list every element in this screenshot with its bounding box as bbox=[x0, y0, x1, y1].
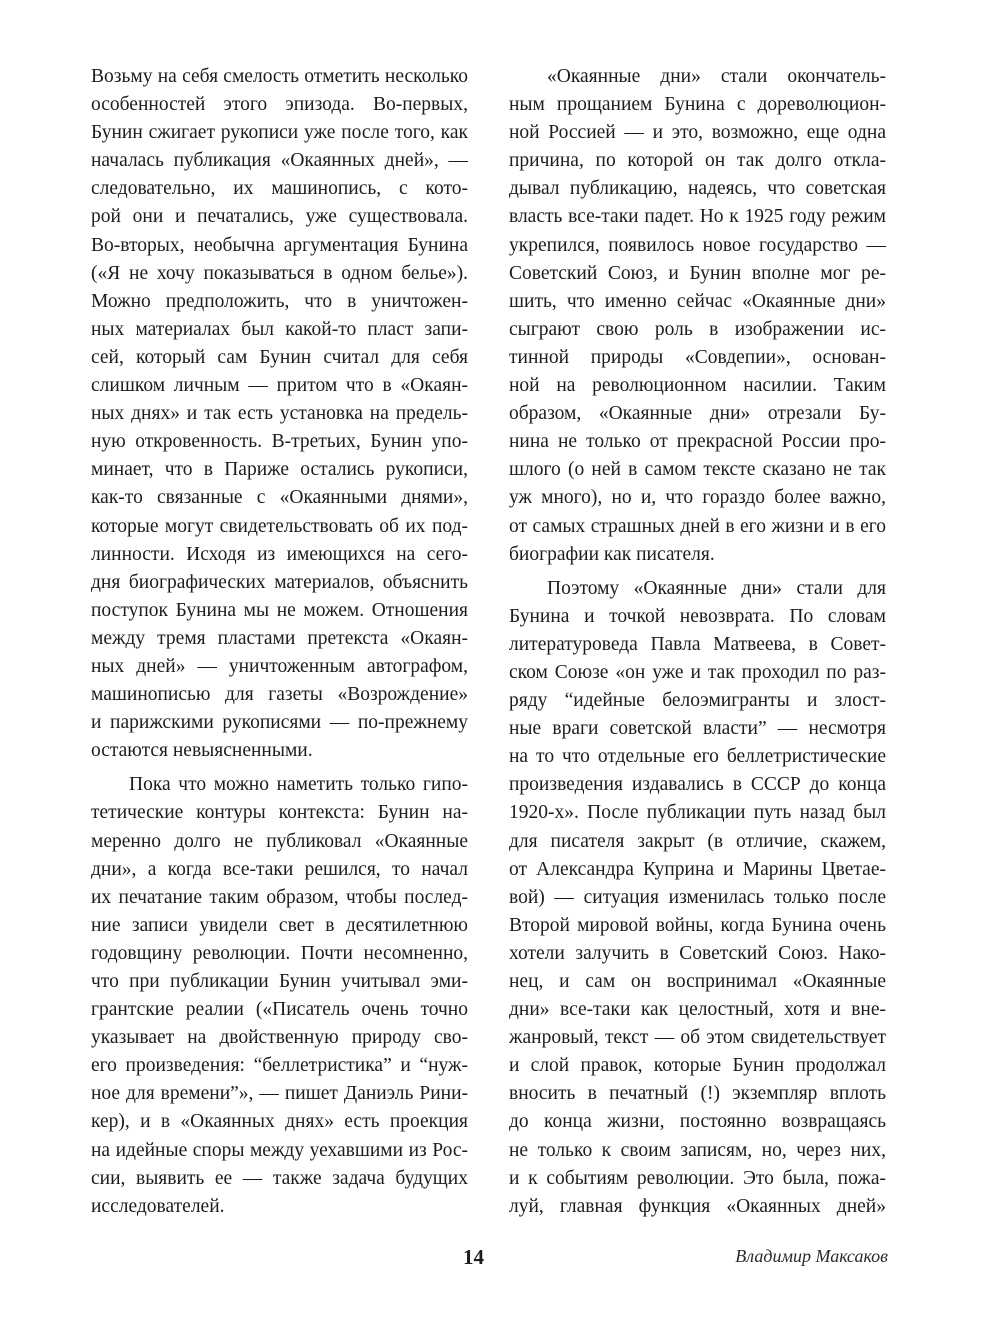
text-line: Пока что можно наметить только гипо- bbox=[129, 774, 468, 796]
text-line: Бунина и точкой невозврата. По словам bbox=[509, 605, 886, 627]
text-line: машинописью для газеты «Возрождение» bbox=[91, 684, 468, 706]
text-line: шлого (о ней в самом тексте сказано не так bbox=[509, 459, 886, 481]
text-line: хотели залучить в Советский Союз. Нако- bbox=[509, 942, 886, 964]
text-line: началась публикация «Окаянных дней», — bbox=[91, 150, 468, 172]
text-line: тетические контуры контекста: Бунин на- bbox=[91, 802, 468, 824]
text-line: жанровый, текст — об этом свидетельствует bbox=[509, 1027, 886, 1049]
text-line: от самых страшных дней в его жизни и в его bbox=[509, 515, 886, 537]
text-line: образом, «Окаянные дни» отрезали Бу- bbox=[509, 403, 886, 425]
text-line: и к событиям революции. Это была, пожа- bbox=[509, 1167, 886, 1189]
text-line: биографии как писателя. bbox=[509, 543, 715, 565]
text-line: Советский Союз, и Бунин вполне мог ре- bbox=[509, 262, 886, 284]
text-line: до конца жизни, постоянно возвращаясь bbox=[509, 1111, 886, 1133]
text-line: Бунин сжигает рукописи уже после того, как bbox=[91, 122, 468, 144]
text-line: меренно долго не публиковал «Окаянные bbox=[91, 830, 468, 852]
text-line: грантские реалии («Писатель очень точно bbox=[91, 999, 468, 1021]
text-line: и парижскими рукописями — по-прежнему bbox=[91, 712, 468, 734]
text-line: на то что отдельные его беллетристические bbox=[509, 746, 886, 768]
text-line: уж много), но и, что гораздо более важно, bbox=[509, 487, 886, 509]
text-line: на идейные споры между уехавшими из Рос- bbox=[91, 1139, 468, 1161]
left-column bbox=[91, 63, 468, 1227]
text-line: укрепился, появилось новое государство — bbox=[509, 234, 886, 256]
text-line: сии, выявить ее — также задача будущих bbox=[91, 1167, 468, 1189]
text-line: дни» все-таки как целостный, хотя и вне- bbox=[509, 999, 886, 1021]
text-line: ных материалах был какой-то пласт запи- bbox=[91, 318, 468, 340]
paragraph bbox=[91, 63, 468, 765]
text-line: особенностей этого эпизода. Во-первых, bbox=[91, 94, 468, 116]
text-line: сыграют свою роль в изображении ис- bbox=[509, 318, 886, 340]
text-line: исследователей. bbox=[91, 1195, 225, 1217]
right-column bbox=[509, 63, 886, 1227]
text-line: ным прощанием Бунина с дореволюцион- bbox=[509, 94, 886, 116]
text-line: власть все-таки падет. Но к 1925 году режим bbox=[509, 206, 886, 228]
text-line: Второй мировой войны, когда Бунина очень bbox=[509, 914, 886, 936]
text-line: шить, что именно сейчас «Окаянные дни» bbox=[509, 290, 886, 312]
text-line: рой они и печатались, уже существовала. bbox=[91, 206, 468, 228]
text-line: вносить в печатный (!) экземпляр вплоть bbox=[509, 1083, 886, 1105]
text-line: годовщину революции. Почти несомненно, bbox=[91, 942, 468, 964]
text-line: 1920-х». После публикации путь назад был bbox=[509, 802, 886, 824]
text-line: слишком личным — притом что в «Окаян- bbox=[91, 375, 468, 397]
paragraph bbox=[91, 771, 468, 1221]
text-line: ние записи увидели свет в десятилетнюю bbox=[91, 914, 468, 936]
text-line: ряду “идейные белоэмигранты и злост- bbox=[509, 690, 886, 712]
paragraph bbox=[509, 63, 886, 569]
text-line: произведения издавались в СССР до конца bbox=[509, 774, 886, 796]
page-number: 14 bbox=[463, 1245, 484, 1269]
text-line: Поэтому «Окаянные дни» стали для bbox=[547, 577, 886, 599]
text-line: что при публикации Бунин учитывал эми- bbox=[91, 971, 468, 992]
text-line: как-то связанные с «Окаянными днями», bbox=[91, 487, 468, 509]
text-line: ное для времени”», — пишет Даниэль Рини- bbox=[91, 1083, 468, 1105]
text-line: ной Россией — и это, возможно, еще одна bbox=[509, 122, 886, 144]
text-line: от Александра Куприна и Марины Цветае- bbox=[509, 858, 886, 880]
running-head-author: Владимир Максаков bbox=[735, 1246, 888, 1266]
text-line: ных дней» — уничтоженным автографом, bbox=[91, 655, 468, 677]
text-line: для писателя закрыт (в отличие, скажем, bbox=[509, 830, 886, 852]
text-line: линности. Исходя из имеющихся на сего- bbox=[91, 543, 468, 565]
text-line: «Окаянные дни» стали окончатель- bbox=[547, 66, 886, 87]
text-line: тинной природы «Совдепии», основан- bbox=[509, 346, 886, 368]
text-line: Возьму на себя смелость отметить несколько bbox=[91, 66, 468, 87]
text-line: остаются невыясненными. bbox=[91, 740, 313, 762]
text-line: минает, что в Париже остались рукописи, bbox=[91, 459, 468, 481]
text-line: ных днях» и так есть установка на предель- bbox=[91, 403, 468, 425]
text-line: нец, и сам он воспринимал «Окаянные bbox=[509, 971, 886, 992]
text-line: Можно предположить, что в уничтожен- bbox=[91, 290, 468, 312]
text-line: между тремя пластами претекста «Окаян- bbox=[91, 627, 468, 649]
text-line: и слой правок, которые Бунин продолжал bbox=[509, 1055, 886, 1077]
text-line: литературоведа Павла Матвеева, в Совет- bbox=[509, 633, 886, 655]
text-line: указывает на двойственную природу сво- bbox=[91, 1027, 468, 1049]
paragraph bbox=[509, 575, 886, 1221]
text-line: не только к своим записям, но, через них, bbox=[509, 1139, 886, 1161]
text-line: следовательно, их машинопись, с кото- bbox=[91, 178, 468, 200]
text-line: которые могут свидетельствовать об их под- bbox=[91, 515, 468, 537]
text-line: ной на революционном насилии. Таким bbox=[509, 375, 886, 397]
text-line: дня биографических материалов, объяснить bbox=[91, 571, 468, 593]
text-line: ском Союзе «он уже и так проходил по раз- bbox=[509, 661, 886, 683]
text-line: дни», а когда все-таки решился, то начал bbox=[91, 858, 468, 880]
text-line: Во-вторых, необычна аргументация Бунина bbox=[91, 234, 468, 256]
text-line: луй, главная функция «Окаянных дней» bbox=[509, 1195, 886, 1217]
text-line: сей, который сам Бунин считал для себя bbox=[91, 346, 468, 368]
text-line: кер), и в «Окаянных днях» есть проекция bbox=[91, 1111, 468, 1133]
text-line: их печатание таким образом, чтобы послед- bbox=[91, 886, 468, 908]
text-line: поступок Бунина мы не можем. Отношения bbox=[91, 599, 468, 621]
text-line: вой) — ситуация изменилась только после bbox=[509, 886, 886, 908]
text-line: причина, по которой он так долго откла- bbox=[509, 150, 886, 172]
text-line: его произведения: “беллетристика” и “нуж- bbox=[91, 1055, 468, 1077]
text-line: ные враги советской власти” — несмотря bbox=[509, 718, 886, 740]
text-line: нина не только от прекрасной России про- bbox=[509, 431, 886, 453]
text-line: ную откровенность. В-третьих, Бунин упо- bbox=[91, 431, 468, 453]
text-line: дывал публикацию, надеясь, что советская bbox=[509, 178, 886, 200]
text-line: («Я не хочу показываться в одном белье»). bbox=[91, 262, 468, 284]
